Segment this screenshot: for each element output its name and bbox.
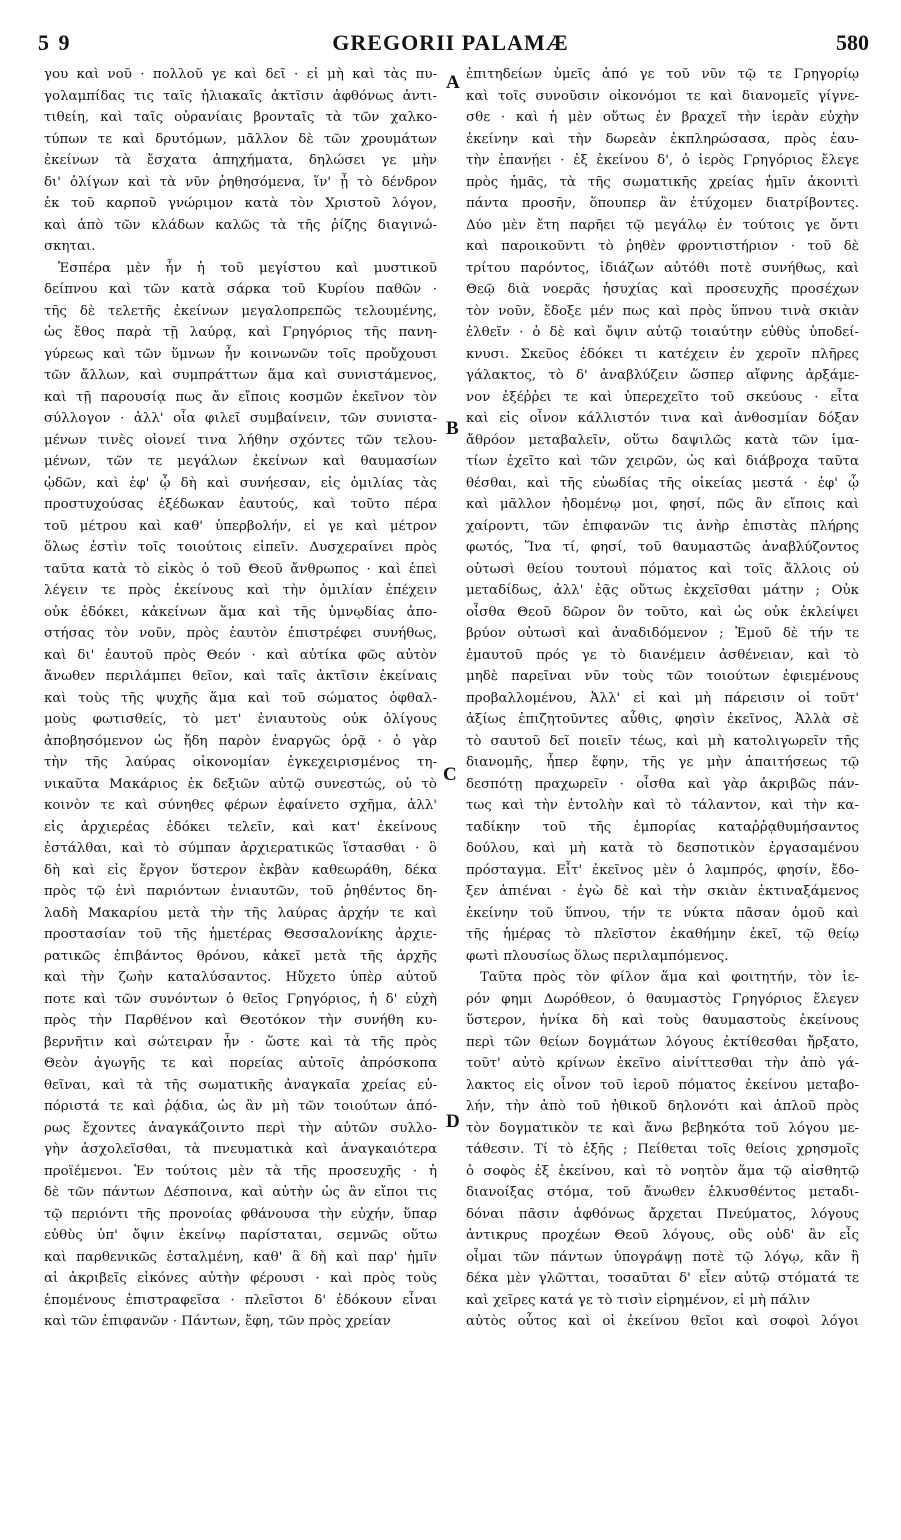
text-line: τὸ σαυτοῦ δεῖ ποιεῖν τέως, καὶ μὴ κατολιγωρεῖν τῆς <box>466 733 859 749</box>
text-line: εἰς ἀρχιερέας ἐδόκει τελεῖν, καὶ κατ' ἐκείνους <box>44 819 437 835</box>
margin-letter-a: A <box>446 72 460 93</box>
margin-letter-c: C <box>443 764 457 785</box>
text-line: ἐκ τοῦ καρποῦ γνώριμον κατὰ τὸν Χριστοῦ λόγον, <box>44 196 437 211</box>
text-line: ποτε καὶ τῶν συνόντων ὁ θεῖος Γρηγόριος, ἡ δ' εὐχὴ <box>44 991 437 1007</box>
text-line: μηδὲ παρεῖναι νῦν τοὺς τῶν τοιούτων ἐφιεμένους <box>466 669 859 684</box>
text-line: ὁ σοφὸς ἐξ ἐκείνου, καὶ τὸ νοητὸν ἅμα τῷ αἰσθητῷ <box>466 1163 859 1179</box>
running-title: GREGORII PALAMÆ <box>332 30 569 55</box>
text-line: ἐκείνην καὶ τὴν δωρεὰν ἐκπληρώσασα, πρὸς ἑαυ- <box>466 131 859 147</box>
text-line: τῆς ἡμέρας τὸ πλεῖστον ἐκαθήμην ἐκεῖ, τῷ θείῳ <box>466 927 859 942</box>
text-line: γολαμπίδας τις ταῖς ἡλιακαῖς ἀκτῖσιν ἀφθόνως ἀντι- <box>44 88 437 104</box>
text-line: τάθεσιν. Τί τὸ ἑξῆς ; Πείθεται τοῖς θείοις χρησμοῖς <box>466 1142 859 1157</box>
text-line: τὴν τῆς λαύρας οἰκονομίαν ἐγκεχειρισμένος τη- <box>44 755 437 770</box>
text-line: προστυχούσας ἐξέδωκαν ἑαυτούς, καὶ τοῦτο πέρα <box>44 497 437 512</box>
page-number-right: 580 <box>836 30 869 55</box>
text-line: δείπνου καὶ τῶν κατὰ σάρκα τοῦ Κυρίου παθῶν · <box>44 282 437 297</box>
text-line: θεῖναι, καὶ τὰ τῆς σωματικῆς ἀναγκαῖα χρείας εὐ- <box>44 1077 437 1093</box>
text-line: ρως ἔχοντες ἀναγκάζοιντο περὶ τὴν αὐτῶν συλλο- <box>44 1120 437 1136</box>
text-line: τὴν ἐπανῄει · ἐξ ἐκείνου δ', ὁ ἱερὸς Γρηγόριος ἔλεγε <box>466 153 859 168</box>
text-line: βρύον οὑτωσὶ καὶ ἀναδιδόμενον ; Ἐμοῦ δὲ τήν τε <box>466 626 859 641</box>
text-line: δέκα μὲν γλῶτται, τοσαῦται δ' εἶεν αὐτῷ στόματά τε <box>466 1271 859 1286</box>
text-line: θέσθαι, καὶ τῆς εὐωδίας τῆς οἰκείας μεστά · ἐφ' ᾧ <box>466 475 859 491</box>
text-line: ρόν φημι Δωρόθεον, ὁ θαυμαστὸς Γρηγόριος ἔλεγεν <box>466 991 859 1007</box>
text-line: καὶ μᾶλλον ἡδομένῳ μοι, φησί, πῶς ἂν εἴποις καὶ <box>466 497 859 512</box>
text-line: Δύο μὲν ἔτη παρῆει τῷ μεγάλῳ ἐν τούτοις γε ὄντι <box>466 217 859 233</box>
text-line: χαίροντι, τῶν ἐπιφανῶν τις ἀνὴρ ἐπιστὰς πλήρης <box>466 518 859 534</box>
text-line: γου καὶ νοῦ · πολλοῦ γε καὶ δεῖ · εἰ μὴ καὶ τὰς πυ- <box>44 67 437 82</box>
text-line: τῆς δὲ τελετῆς ἐκείνων μεγαλοπρεπῶς τελουμένης, <box>44 303 437 319</box>
text-line: μένων τινὲς οἱονεί τινα λήθην σχόντες τῶν τελου- <box>44 432 437 448</box>
text-line: τύπων τε καὶ δρυτόμων, μᾶλλον δὲ τῶν χρουμάτων <box>44 131 437 147</box>
text-line: καὶ εἰς οἶνον κάλλιστόν τινα καὶ ἀνθοσμίαν δόξαν <box>466 411 859 426</box>
text-line: ταδίκην τοῦ τῆς ἐμπορίας καταῤῥᾳθυμήσαντος <box>466 819 859 835</box>
text-line: τῶν ἄλλων, καὶ συμπράττων ἅμα καὶ συνιστάμενος, <box>44 368 437 383</box>
text-line: λακτος εἰς οἶνον τοῦ ἱεροῦ πόματος ἐκείνου μεταβο- <box>466 1077 859 1093</box>
text-line: οἶμαι τῶν πάντων ὑπογράψῃ ποτὲ τῷ λόγῳ, κἂν ἢ <box>466 1249 859 1265</box>
text-line: πρὸς τὴν Παρθένον καὶ Θεοτόκον τὴν συνήθη κυ- <box>44 1013 437 1028</box>
text-line: τῷ περιόντι τῆς προνοίας φθάνουσα τὴν εὐχήν, ὕπαρ <box>44 1206 437 1222</box>
text-line: εὐθὺς ὑπ' ὄψιν ἐκείνῳ παρίσταται, σεμνῶς οὕτω <box>44 1228 437 1243</box>
text-line: νον ἐξέῤῥει τε καὶ ὑπερεχεῖτο τοῦ σκεύους · εἶτα <box>466 389 859 405</box>
text-line: ρατικῶς ἐπιβάντος θρόνου, κἀκεῖ μετὰ τῆς ἀρχῆς <box>44 948 437 964</box>
text-line: σύλλογον · ἀλλ' οἷα φιλεῖ συμβαίνειν, τῶν συνιστα- <box>44 411 437 426</box>
text-line: λαδὴ Μακαρίου μετὰ τὴν τῆς λαύρας ἀρχήν τε καὶ <box>44 905 437 921</box>
text-line: ἐπιτηδείων ὑμεῖς ἀπό γε τοῦ νῦν τῷ τε Γρηγορίῳ <box>466 67 859 82</box>
text-line: ὕστερον, ἡνίκα δὴ καὶ τοὺς θαυμαστοὺς ἐκείνους <box>466 1013 859 1028</box>
text-line: τιθείη, καὶ ταῖς οὐρανίαις βρονταῖς τὰ τῶν χαλκο- <box>44 110 437 125</box>
page-header <box>30 30 871 60</box>
margin-letter-b: B <box>446 418 459 439</box>
text-line: καὶ τὴν ζωὴν καταλύσαντος. Ηὔχετο ὑπὲρ αὐτοῦ <box>44 970 437 985</box>
text-line: ἐμαυτοῦ πρός γε τὸ διανέμειν ἀσθένειαν, καὶ τὸ <box>466 647 859 663</box>
text-line: Ταῦτα πρὸς τὸν φίλον ἅμα καὶ φοιτητήν, τὸν ἱε- <box>480 970 859 985</box>
text-line: βερνῆτιν καὶ σώτειραν ἦν · ὥστε καὶ τὰ τῆς πρὸς <box>44 1034 437 1050</box>
text-line: γὴν ἀσχολεῖσθαι, τὰ πνευματικὰ καὶ ἀναγκαιότερα <box>44 1142 437 1157</box>
text-line: πάντα προσῆν, ὅπουπερ ἂν ἐτύχομεν διατρίβοντες. <box>466 196 859 211</box>
text-line: ἐκείνων τὰ ἔσχατα ἀπηχήματα, δηλώσει γε μὴν <box>44 153 437 168</box>
text-line: πρὸς ἡμᾶς, τὰ τῆς σωματικῆς χρείας ἡμῖν ἀκονιτὶ <box>466 174 859 190</box>
text-line: πρόσταγμα. Εἶτ' ἐκεῖνος μὲν ὁ λαμπρός, φησίν, ἔδο- <box>466 862 859 878</box>
text-line: ἄνωθεν περιλάμπει θεῖον, καὶ ταῖς ἀκτῖσιν ἐκείναις <box>44 669 437 684</box>
text-line: οὑτωσὶ θείου τουτουὶ πόματος καὶ τοῖς ἄλλοις οὐ <box>466 561 859 577</box>
text-line: μένων, τῶν τε μεγάλων ἐκείνων καὶ θαυμασίων <box>44 454 437 469</box>
text-line: γάλακτος, τὸ δ' ἀναβλύζειν ὥσπερ αἴφνης ἀρξάμε- <box>466 368 859 383</box>
text-line: κνυσι. Σκεῦος ἐδόκει τι κατέχειν ἐν χεροῖν πλῆρες <box>466 346 859 362</box>
text-line: Ἑσπέρα μὲν ἦν ἡ τοῦ μεγίστου καὶ μυστικοῦ <box>58 260 437 276</box>
text-line: ἑπομένους ἐπιστραφεῖσα · πλεῖστοι δ' ἐδόκουν εἶναι <box>44 1292 437 1308</box>
text-line: περὶ τῶν θείων δογμάτων λόγους ἐκτίθεσθαι ἤρξατο, <box>466 1034 859 1050</box>
text-line: ὅλως ἐστὶν τοῖς τοιούτοις εἰπεῖν. Δυσχεραίνει πρὸς <box>44 540 437 555</box>
text-line: ἀντικρυς προχέων Θεοῦ λόγους, οὓς οὐδ' ἂν εἶς <box>466 1228 859 1243</box>
text-line: τὸν νοῦν, ἔδοξε μέν πως καὶ πρὸς ὕπνου τινὰ σκιὰν <box>466 303 859 319</box>
text-line: δὲ τῶν πάντων Δέσποινα, καὶ αὐτὴν ὡς ἂν εἴποι τις <box>44 1185 437 1200</box>
text-line: ᾠδῶν, καὶ ἐφ' ᾧ δὴ καὶ συνήεσαν, εἰς ὁμιλίας τὰς <box>44 475 437 491</box>
text-line: μεταδίδως, ἀλλ' ἐᾷς οὕτως ἐκχεῖσθαι μάτην ; Οὐκ <box>466 583 859 598</box>
text-line: ταῦτα κατὰ τὸ εἰκὸς ὁ τοῦ Θεοῦ ἄνθρωπος · καὶ ἐπεὶ <box>44 561 437 577</box>
text-line: ἐλθεῖν · ὁ δὲ καὶ ὄψιν αὐτῷ τοιαύτην εὐθὺς ὑποδεί- <box>466 325 859 340</box>
text-line: ἄθρόον μεταβαλεῖν, οὕτω δαψιλῶς κατὰ τῶν ἱμα- <box>466 432 859 448</box>
text-line: δὴ καὶ εἰς ἔργον ὕστερον ἐκβὰν καθεωράθη, δέκα <box>44 862 437 878</box>
page-number-left: 5 9 <box>38 30 72 55</box>
text-line: τως καὶ τὴν ἐντολὴν καὶ τὸ τάλαντον, καὶ τὴν κα- <box>466 798 859 813</box>
text-line: Θεὸν ἀγωγῆς τε καὶ πορείας αὐτοῖς ἀπρόσκοπα <box>44 1056 437 1071</box>
text-line: δεσπότῃ πραχωρεῖν · οἶσθα καὶ γὰρ ἀκριβῶς πάν- <box>466 776 859 792</box>
text-line: τρίτου παρόντος, ἰδιάζων αὐτόθι ποτὲ συνήθως, καὶ <box>466 260 859 276</box>
text-line: λέγειν τε πρὸς ἐκείνους καὶ τὴν ὁμιλίαν ἐπέχειν <box>44 583 437 598</box>
text-line: κοινὸν τε καὶ σύνηθες φέρων ἐφαίνετο σχῆμα, ἀλλ' <box>44 798 437 813</box>
margin-letter-d: D <box>446 1111 460 1132</box>
text-line: καὶ τῇ παρουσίᾳ πως ἄν εἴποις κοσμῶν ἐκεῖνον τὸν <box>44 389 437 405</box>
text-line: καὶ χεῖρες κατά γε τὸ τισὶν εἰρημένον, εἰ μὴ πάλιν <box>466 1292 810 1308</box>
text-line: καὶ τοὺς τῆς ψυχῆς ἅμα καὶ τοῦ σώματος ὀφθαλ- <box>44 690 437 706</box>
text-line: δόναι πᾶσιν ἀφθόνως ἄρχεται Πνεύματος, λόγους <box>466 1206 859 1222</box>
text-line: οἶσθα Θεοῦ δῶρον ὂν τοῦτο, καὶ ὡς οὐκ ἐκλείψει <box>466 604 859 620</box>
text-line: λήν, τὴν ἀπὸ τοῦ ἠθικοῦ δηλονότι καὶ ἁπλοῦ πρὸς <box>466 1099 859 1114</box>
left-text-column <box>44 64 437 1333</box>
text-line: προβαλλομένου, Ἀλλ' εἰ καὶ μὴ πάρεισιν οἱ τοῦτ' <box>466 690 859 706</box>
text-line: μοὺς φωτισθείς, τὸ μετ' ἐνιαυτοὺς οὐκ ὀλίγους <box>44 712 437 727</box>
text-line: πρὸς τῷ ἑνὶ παριόντων ἐνιαυτῶν, τοῦ ῥηθέντος δη- <box>44 884 437 899</box>
text-line: δι' ὀλίγων καὶ τὰ νῦν ῥηθησόμενα, ἵν' ᾖ τὸ δένδρον <box>44 174 437 190</box>
text-line: καὶ τοῖς συνοῦσιν οἰκονόμοι τε καὶ διανομεῖς γίγνε- <box>466 88 859 104</box>
text-line: ἐκείνην τοῦ ὕπνου, τήν τε νύκτα πᾶσαν ὁμοῦ καὶ <box>466 905 859 921</box>
text-line: ὡς ἔθος παρὰ τῇ λαύρᾳ, καὶ Γρηγόριος τῆς πανη- <box>44 325 437 340</box>
text-line: σκηται. <box>44 239 96 254</box>
text-line: γύρεως καὶ τῶν ὕμνων ἦν κοινωνῶν τοῖς προὔχουσι <box>44 346 437 362</box>
text-line: Θεῷ διὰ νοερᾶς ἡσυχίας καὶ προσευχῆς προσέχων <box>466 282 859 297</box>
text-line: αὐτὸς οὗτος καὶ οἱ ἐκείνου θεῖοι καὶ σοφοὶ λόγοι <box>466 1314 859 1329</box>
text-line: τὸν δογματικὸν τε καὶ ἄνω βεβηκότα τοῦ λόγου με- <box>466 1120 859 1136</box>
text-line: νικαῦτα Μακάριος ἐκ δεξιῶν αὐτῷ συνεστώς, οὐ τὸ <box>44 776 437 792</box>
text-line: καὶ ἀπὸ τῶν κλάδων καλῶς τὰ τῆς ῥίζης διαγινώ- <box>44 217 437 233</box>
text-line: ἐστάλθαι, καὶ τὸ σύμπαν ἀρχιερατικῶς ἵστασθαι · ὃ <box>44 841 437 856</box>
text-line: αἱ ἀκριβεῖς εἰκόνες αὐτὴν φέρουσι · καὶ πρὸς τοὺς <box>44 1271 437 1286</box>
text-line: καὶ δι' ἑαυτοῦ πρὸς Θεόν · καὶ αὐτίκα φῶς αὐτὸν <box>44 647 437 663</box>
text-line: τοῦ μέτρου καὶ καθ' ὑπερβολήν, εἰ γε καὶ μέτρον <box>44 518 437 534</box>
text-line: ξεν ἀπιέναι · ἐγὼ δὲ καὶ τὴν σκιὰν ἐκτιναξάμενος <box>466 884 859 899</box>
text-line: διανομῆς, ἧπερ ἔφην, τῆς γε μὴν ἀπαιτήσεως τῷ <box>466 755 859 770</box>
text-line: οὐκ ἐδόκει, κἀκείνων ἅμα καὶ τῆς ὑμνῳδίας ἀπο- <box>44 604 437 620</box>
text-line: ἀξίως ἐπιζητοῦντες αὖθις, φησὶν ἐκεῖνος, Ἀλλὰ σὲ <box>466 712 859 727</box>
text-line: καὶ παρθενικῶς ἐσταλμένη, καθ' ἃ δὴ καὶ παρ' ἡμῖν <box>44 1249 437 1265</box>
text-line: στήσας τὸν νοῦν, πρὸς ἑαυτὸν ἐπιστρέφει συνήθως, <box>44 626 437 641</box>
text-line: τοῦτ' αὐτὸ κρίνων ἐκεῖνο αἰνίττεσθαι τὴν ἀπὸ γά- <box>466 1056 859 1071</box>
text-line: διανοίξας στόμα, τοῦ ἄνωθεν ἑλκυσθέντος μεταδι- <box>466 1185 859 1200</box>
text-line: σθε · καὶ ἡ μὲν οὕτως ἐν βραχεῖ τὴν ἱερὰν εὐχὴν <box>466 110 859 125</box>
text-line: δούλου, καὶ μὴ κατὰ τὸ δεσποτικὸν ἐργασαμένου <box>466 841 859 856</box>
right-text-column <box>466 64 859 1333</box>
text-line: πόριστά τε καὶ ῥᾴδια, ὡς ἂν μὴ τῶν τοιούτων ἀπό- <box>44 1099 437 1114</box>
text-line: ἀποβησόμενον ὡς ἤδη παρὸν ἐναργῶς ὁρᾷ · ὁ γὰρ <box>44 733 437 749</box>
text-line: τίων ἐχεῖτο καὶ τῶν χειρῶν, ὡς καὶ διάβροχα ταῦτα <box>466 454 859 469</box>
text-line: καὶ παροικοῦντι τὸ ῥηθὲν φροντιστήριον · τοῦ δὲ <box>466 239 859 254</box>
text-line: προϊέμενοι. Ἐν τούτοις μὲν τὰ τῆς προσευχῆς · ἡ <box>44 1163 437 1179</box>
text-line: φωτός, Ἵνα τί, φησί, τοῦ θαυμαστῶς ἀναβλύζοντος <box>466 540 859 555</box>
text-line: προστασίαν τοῦ τῆς ἡμετέρας Θεσσαλονίκης ἀρχιε- <box>44 927 437 942</box>
text-line: καὶ τῶν ἐπιφανῶν · Πάντων, ἔφη, τῶν πρὸς χρείαν <box>44 1314 391 1329</box>
text-line: φωτὶ πλουσίως ὅλως περιλαμπόμενος. <box>466 948 729 964</box>
